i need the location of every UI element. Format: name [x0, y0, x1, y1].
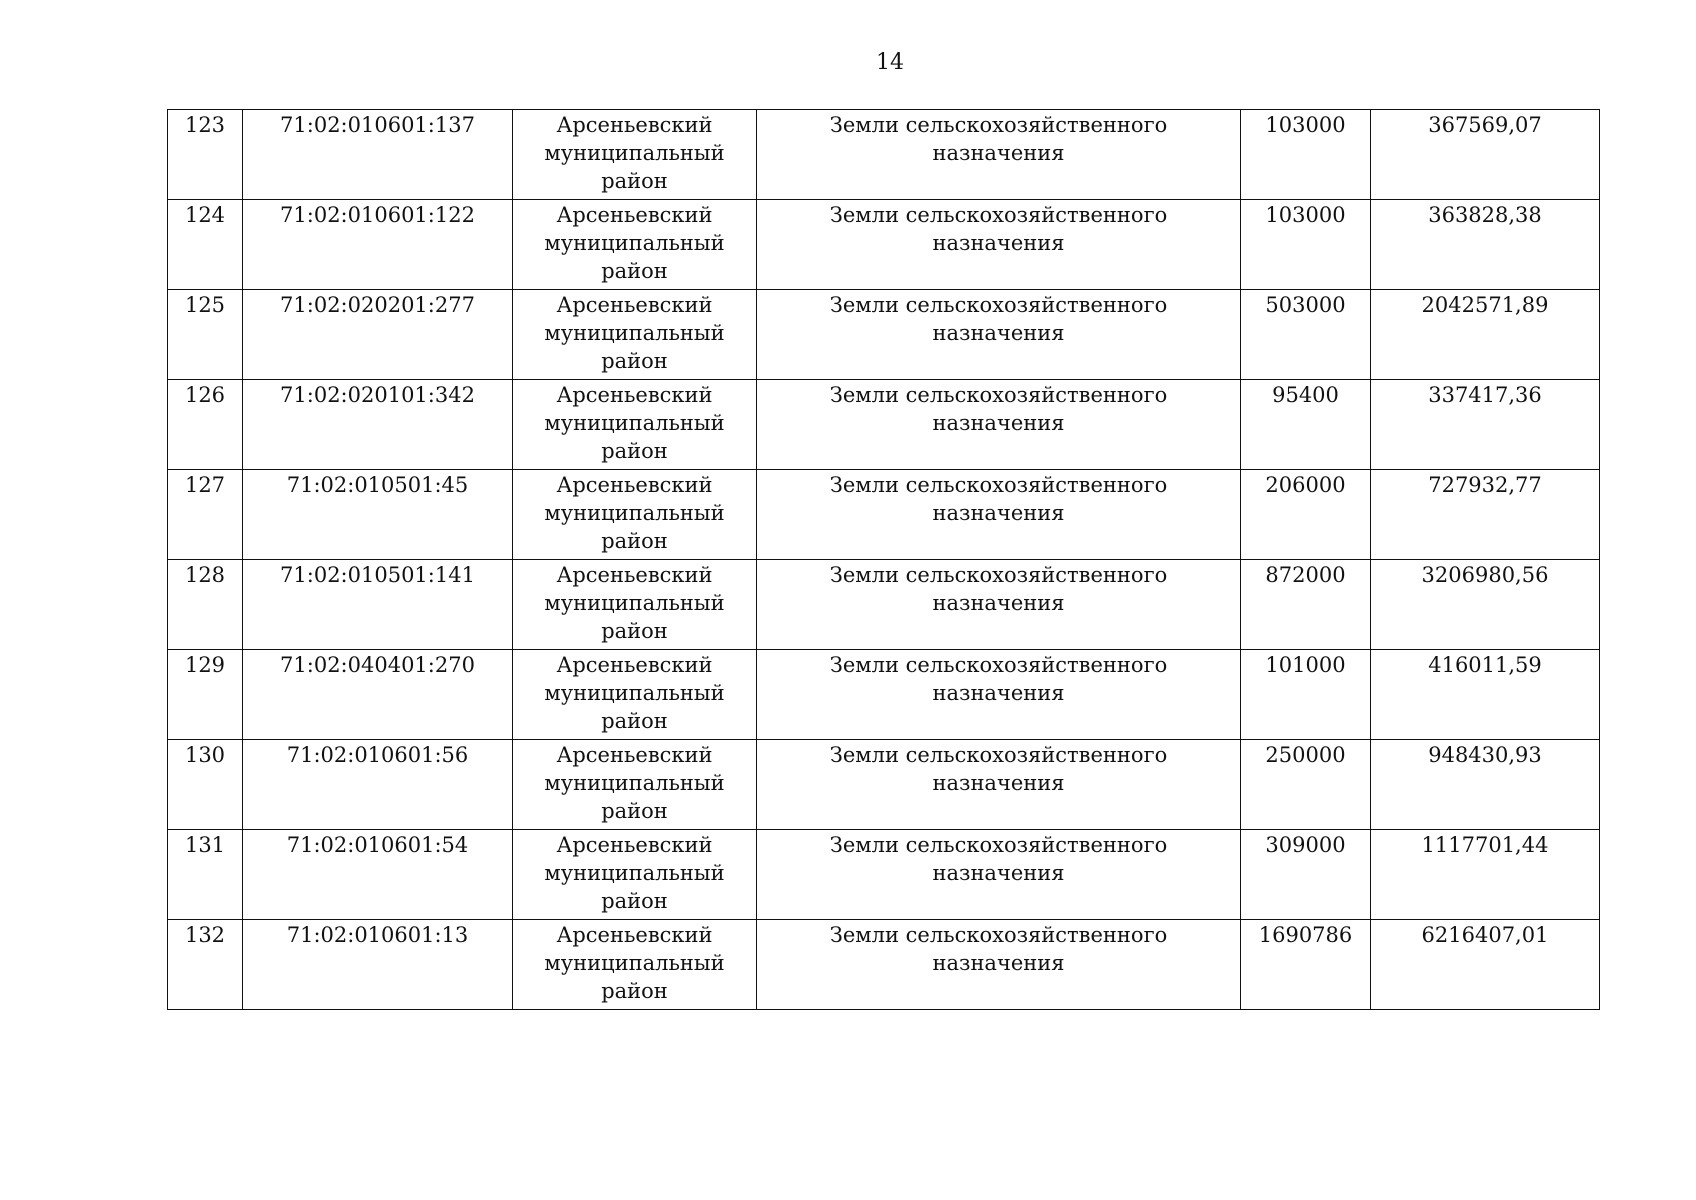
area-cell: 503000 [1241, 290, 1371, 380]
row-number-cell: 126 [168, 380, 243, 470]
cadastral-number-cell: 71:02:010501:141 [243, 560, 513, 650]
district-line: Арсеньевский [556, 563, 713, 587]
cadastral-value-cell: 363828,38 [1371, 200, 1600, 290]
district-cell [513, 650, 757, 740]
table-body [168, 110, 1600, 1010]
district-line: район [601, 169, 668, 193]
cadastral-number-cell: 71:02:020101:342 [243, 380, 513, 470]
area-cell: 309000 [1241, 830, 1371, 920]
district-cell [513, 200, 757, 290]
district-line: Арсеньевский [556, 293, 713, 317]
area-cell: 103000 [1241, 200, 1371, 290]
land-plots-table [167, 109, 1600, 1010]
district-line: Арсеньевский [556, 113, 713, 137]
district-line: район [601, 709, 668, 733]
district-cell [513, 560, 757, 650]
district-cell [513, 740, 757, 830]
district-line: район [601, 979, 668, 1003]
district-line: Арсеньевский [556, 473, 713, 497]
row-number-cell: 123 [168, 110, 243, 200]
district-cell [513, 920, 757, 1010]
table-row [168, 740, 1600, 830]
district-cell [513, 470, 757, 560]
district-line: район [601, 889, 668, 913]
district-cell [513, 380, 757, 470]
district-line: муниципальный [544, 771, 725, 795]
row-number-cell: 124 [168, 200, 243, 290]
cadastral-value-cell: 367569,07 [1371, 110, 1600, 200]
area-cell: 101000 [1241, 650, 1371, 740]
land-category-cell: Земли сельскохозяйственного назначения [757, 650, 1241, 740]
district-cell [513, 290, 757, 380]
area-cell: 103000 [1241, 110, 1371, 200]
land-category-cell: Земли сельскохозяйственного назначения [757, 290, 1241, 380]
district-line: муниципальный [544, 681, 725, 705]
land-category-cell: Земли сельскохозяйственного назначения [757, 380, 1241, 470]
land-category-cell: Земли сельскохозяйственного назначения [757, 470, 1241, 560]
land-category-cell: Земли сельскохозяйственного назначения [757, 740, 1241, 830]
district-line: Арсеньевский [556, 923, 713, 947]
cadastral-number-cell: 71:02:020201:277 [243, 290, 513, 380]
area-cell: 95400 [1241, 380, 1371, 470]
table-row [168, 110, 1600, 200]
district-line: муниципальный [544, 591, 725, 615]
district-line: Арсеньевский [556, 383, 713, 407]
district-cell [513, 110, 757, 200]
district-line: муниципальный [544, 861, 725, 885]
district-line: район [601, 439, 668, 463]
cadastral-value-cell: 948430,93 [1371, 740, 1600, 830]
district-line: Арсеньевский [556, 743, 713, 767]
cadastral-value-cell: 2042571,89 [1371, 290, 1600, 380]
table-row [168, 560, 1600, 650]
land-category-cell: Земли сельскохозяйственного назначения [757, 110, 1241, 200]
cadastral-number-cell: 71:02:010601:56 [243, 740, 513, 830]
row-number-cell: 131 [168, 830, 243, 920]
table-row [168, 830, 1600, 920]
row-number-cell: 132 [168, 920, 243, 1010]
table-row [168, 920, 1600, 1010]
district-line: Арсеньевский [556, 833, 713, 857]
district-line: район [601, 259, 668, 283]
cadastral-value-cell: 1117701,44 [1371, 830, 1600, 920]
land-category-cell: Земли сельскохозяйственного назначения [757, 830, 1241, 920]
cadastral-number-cell: 71:02:010501:45 [243, 470, 513, 560]
district-line: муниципальный [544, 231, 725, 255]
land-category-cell: Земли сельскохозяйственного назначения [757, 560, 1241, 650]
land-plots-table-container [167, 109, 1599, 1010]
area-cell: 206000 [1241, 470, 1371, 560]
cadastral-number-cell: 71:02:010601:122 [243, 200, 513, 290]
row-number-cell: 127 [168, 470, 243, 560]
table-row [168, 380, 1600, 470]
district-line: район [601, 619, 668, 643]
area-cell: 1690786 [1241, 920, 1371, 1010]
table-row [168, 290, 1600, 380]
cadastral-number-cell: 71:02:040401:270 [243, 650, 513, 740]
district-line: муниципальный [544, 501, 725, 525]
district-cell [513, 830, 757, 920]
district-line: Арсеньевский [556, 203, 713, 227]
cadastral-number-cell: 71:02:010601:137 [243, 110, 513, 200]
page-number: 14 [876, 50, 904, 75]
district-line: муниципальный [544, 321, 725, 345]
table-row [168, 650, 1600, 740]
table-row [168, 470, 1600, 560]
cadastral-value-cell: 416011,59 [1371, 650, 1600, 740]
cadastral-value-cell: 727932,77 [1371, 470, 1600, 560]
cadastral-value-cell: 3206980,56 [1371, 560, 1600, 650]
district-line: муниципальный [544, 951, 725, 975]
district-line: район [601, 799, 668, 823]
row-number-cell: 129 [168, 650, 243, 740]
district-line: район [601, 349, 668, 373]
table-row [168, 200, 1600, 290]
cadastral-number-cell: 71:02:010601:54 [243, 830, 513, 920]
area-cell: 872000 [1241, 560, 1371, 650]
land-category-cell: Земли сельскохозяйственного назначения [757, 920, 1241, 1010]
land-category-cell: Земли сельскохозяйственного назначения [757, 200, 1241, 290]
area-cell: 250000 [1241, 740, 1371, 830]
cadastral-value-cell: 337417,36 [1371, 380, 1600, 470]
cadastral-value-cell: 6216407,01 [1371, 920, 1600, 1010]
district-line: муниципальный [544, 411, 725, 435]
district-line: Арсеньевский [556, 653, 713, 677]
row-number-cell: 125 [168, 290, 243, 380]
row-number-cell: 128 [168, 560, 243, 650]
cadastral-number-cell: 71:02:010601:13 [243, 920, 513, 1010]
district-line: муниципальный [544, 141, 725, 165]
row-number-cell: 130 [168, 740, 243, 830]
district-line: район [601, 529, 668, 553]
